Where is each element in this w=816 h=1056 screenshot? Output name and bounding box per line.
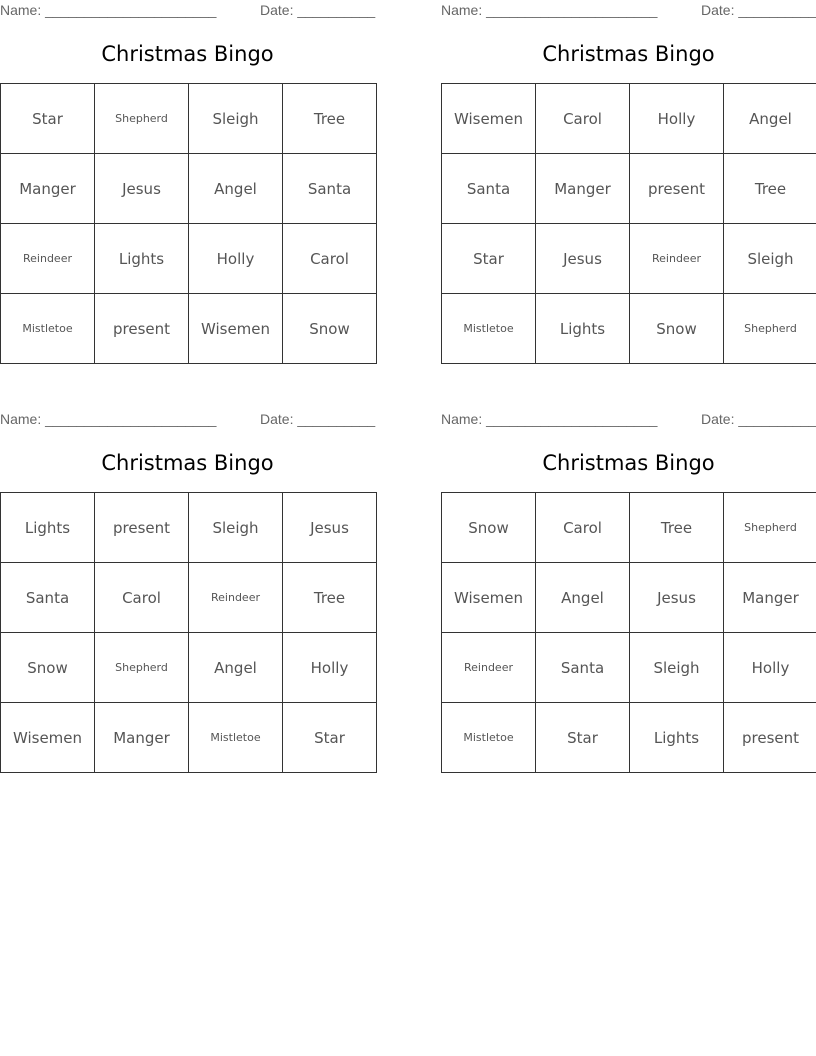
date-field-label: Date: __________ (701, 411, 816, 427)
bingo-cell: Shepherd (724, 493, 816, 563)
grid-row (1, 154, 377, 224)
grid-row (1, 633, 377, 703)
bingo-card (441, 0, 816, 380)
bingo-grid (441, 83, 816, 364)
grid-row (442, 703, 816, 773)
card-title: Christmas Bingo (542, 451, 715, 475)
bingo-grid (0, 83, 377, 364)
bingo-cell: Angel (189, 633, 283, 703)
bingo-cell: Lights (536, 294, 630, 364)
bingo-cell: Star (283, 703, 377, 773)
date-field-label: Date: __________ (260, 2, 376, 18)
bingo-cell: Star (536, 703, 630, 773)
bingo-cell: Wisemen (189, 294, 283, 364)
grid-row (442, 294, 816, 364)
grid-row (442, 493, 816, 563)
bingo-cell: Holly (283, 633, 377, 703)
card-title: Christmas Bingo (542, 42, 715, 66)
bingo-cell: present (630, 154, 724, 224)
bingo-cell: Holly (724, 633, 816, 703)
grid-row (442, 563, 816, 633)
bingo-cell: Snow (442, 493, 536, 563)
grid-row (1, 493, 377, 563)
bingo-cell: Santa (442, 154, 536, 224)
bingo-cell: Manger (724, 563, 816, 633)
bingo-cell: Holly (189, 224, 283, 294)
grid-row (442, 84, 816, 154)
bingo-cell: Snow (1, 633, 95, 703)
bingo-cell: Lights (95, 224, 189, 294)
grid-row (1, 224, 377, 294)
bingo-cell: Mistletoe (1, 294, 95, 364)
bingo-cell: Reindeer (1, 224, 95, 294)
grid-row (1, 703, 377, 773)
bingo-grid (0, 492, 377, 773)
bingo-cell: Jesus (536, 224, 630, 294)
bingo-cell: Wisemen (442, 84, 536, 154)
name-field-label: Name: ______________________ (0, 2, 217, 18)
card-title: Christmas Bingo (101, 42, 274, 66)
grid-row (442, 633, 816, 703)
bingo-cell: Sleigh (189, 84, 283, 154)
bingo-cell: Tree (724, 154, 816, 224)
name-field-label: Name: ______________________ (441, 411, 658, 427)
bingo-card (0, 409, 375, 789)
card-header (0, 0, 375, 20)
bingo-cell: Jesus (283, 493, 377, 563)
bingo-cell: Tree (630, 493, 724, 563)
bingo-cell: Angel (189, 154, 283, 224)
bingo-cell: Carol (283, 224, 377, 294)
grid-row (1, 294, 377, 364)
bingo-cell: Carol (95, 563, 189, 633)
bingo-cell: Holly (630, 84, 724, 154)
bingo-cell: Angel (724, 84, 816, 154)
grid-row (442, 224, 816, 294)
bingo-cell: Lights (630, 703, 724, 773)
card-header (441, 409, 816, 429)
bingo-cell: Star (442, 224, 536, 294)
bingo-cell: Sleigh (630, 633, 724, 703)
name-field-label: Name: ______________________ (0, 411, 217, 427)
bingo-cell: Tree (283, 84, 377, 154)
card-header (0, 409, 375, 429)
bingo-cell: Snow (283, 294, 377, 364)
bingo-cell: Jesus (630, 563, 724, 633)
bingo-cell: Snow (630, 294, 724, 364)
name-field-label: Name: ______________________ (441, 2, 658, 18)
date-field-label: Date: __________ (701, 2, 816, 18)
bingo-card (0, 0, 375, 380)
card-header (441, 0, 816, 20)
grid-row (442, 154, 816, 224)
bingo-cell: present (724, 703, 816, 773)
bingo-cell: Santa (283, 154, 377, 224)
bingo-cell: Lights (1, 493, 95, 563)
bingo-cell: Mistletoe (442, 294, 536, 364)
date-field-label: Date: __________ (260, 411, 376, 427)
bingo-cell: Mistletoe (189, 703, 283, 773)
bingo-cell: Reindeer (189, 563, 283, 633)
bingo-cell: Star (1, 84, 95, 154)
bingo-cell: Wisemen (1, 703, 95, 773)
bingo-cell: Sleigh (189, 493, 283, 563)
bingo-cell: Reindeer (442, 633, 536, 703)
bingo-cell: Wisemen (442, 563, 536, 633)
bingo-cell: Santa (1, 563, 95, 633)
grid-row (1, 563, 377, 633)
bingo-cell: Shepherd (95, 633, 189, 703)
grid-row (1, 84, 377, 154)
bingo-cell: Reindeer (630, 224, 724, 294)
bingo-cell: Jesus (95, 154, 189, 224)
bingo-cell: Manger (536, 154, 630, 224)
bingo-cell: Santa (536, 633, 630, 703)
bingo-cell: Mistletoe (442, 703, 536, 773)
card-title: Christmas Bingo (101, 451, 274, 475)
bingo-cell: Carol (536, 493, 630, 563)
bingo-cell: present (95, 493, 189, 563)
bingo-cell: Shepherd (724, 294, 816, 364)
bingo-card (441, 409, 816, 789)
bingo-cell: Sleigh (724, 224, 816, 294)
bingo-cell: Tree (283, 563, 377, 633)
bingo-cell: Manger (1, 154, 95, 224)
bingo-grid (441, 492, 816, 773)
bingo-cell: Carol (536, 84, 630, 154)
bingo-cell: Shepherd (95, 84, 189, 154)
bingo-cell: Angel (536, 563, 630, 633)
bingo-cell: present (95, 294, 189, 364)
bingo-cell: Manger (95, 703, 189, 773)
